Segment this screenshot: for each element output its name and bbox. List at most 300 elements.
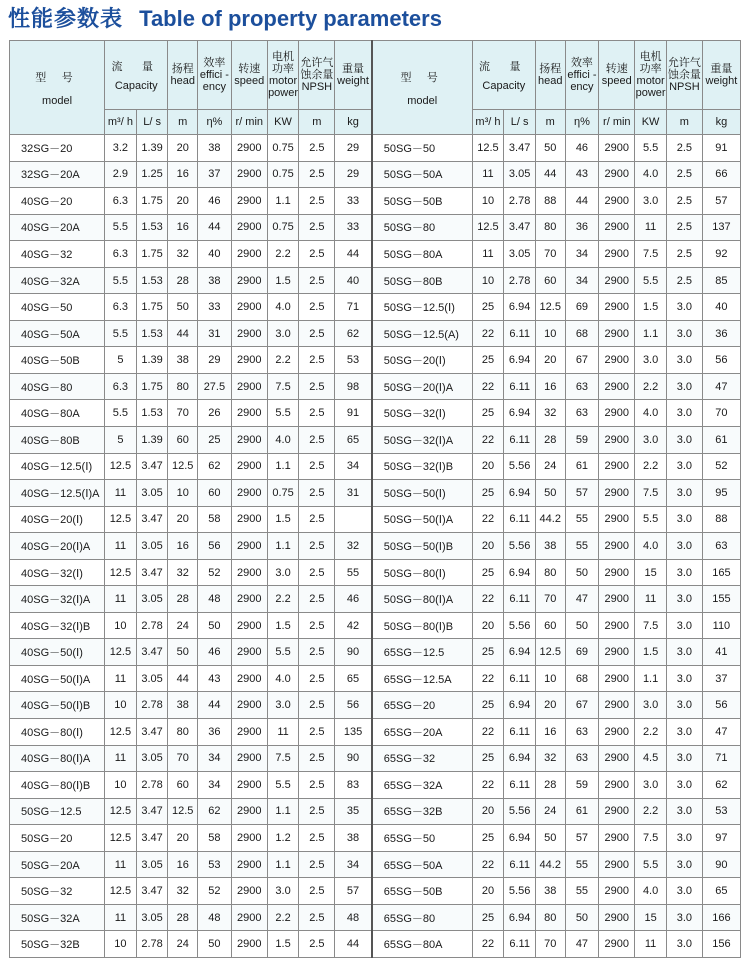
- value-cell: 5.5: [267, 400, 299, 427]
- value-cell: 2900: [599, 798, 635, 825]
- value-cell: 3.0: [666, 294, 702, 321]
- value-cell: 34: [335, 453, 372, 480]
- value-cell: 5.5: [635, 267, 667, 294]
- value-cell: 32: [168, 878, 198, 905]
- model-header: 型 号 model: [10, 41, 105, 135]
- value-cell: 6.11: [504, 851, 536, 878]
- value-cell: 63: [565, 745, 599, 772]
- table-row: [10, 267, 741, 294]
- value-cell: 44: [565, 188, 599, 215]
- model-cell: 40SG－50B: [10, 347, 105, 374]
- table-row: [10, 719, 741, 746]
- value-cell: 2900: [231, 214, 267, 241]
- value-cell: 60: [535, 612, 565, 639]
- value-cell: 2900: [599, 506, 635, 533]
- model-cell: 50SG－50A: [372, 161, 472, 188]
- value-cell: 0.75: [267, 161, 299, 188]
- value-cell: 50: [168, 294, 198, 321]
- value-cell: 11: [635, 931, 667, 958]
- value-cell: 3.0: [635, 692, 667, 719]
- value-cell: 50: [565, 612, 599, 639]
- table-row: [10, 480, 741, 507]
- value-cell: 2900: [231, 241, 267, 268]
- value-cell: 50: [565, 904, 599, 931]
- value-cell: 2.78: [136, 931, 168, 958]
- value-cell: 32: [168, 559, 198, 586]
- value-cell: 28: [168, 586, 198, 613]
- value-cell: 38: [198, 135, 232, 162]
- model-cell: 40SG－80(Ⅰ)A: [10, 745, 105, 772]
- value-cell: 3.47: [136, 453, 168, 480]
- value-cell: 50: [565, 559, 599, 586]
- value-cell: 2.78: [136, 772, 168, 799]
- unit-cell: m: [168, 110, 198, 135]
- value-cell: 3.0: [666, 878, 702, 905]
- table-row: [10, 772, 741, 799]
- value-cell: 16: [535, 373, 565, 400]
- value-cell: 2.78: [136, 612, 168, 639]
- value-cell: 6.11: [504, 320, 536, 347]
- value-cell: 3.47: [136, 719, 168, 746]
- value-cell: 20: [168, 135, 198, 162]
- value-cell: 36: [565, 214, 599, 241]
- value-cell: 3.05: [136, 480, 168, 507]
- value-cell: 4.0: [635, 533, 667, 560]
- value-cell: 1.39: [136, 427, 168, 454]
- value-cell: 32: [535, 745, 565, 772]
- model-cell: 50SG－50B: [372, 188, 472, 215]
- value-cell: 91: [702, 135, 740, 162]
- value-cell: 2900: [599, 533, 635, 560]
- value-cell: 2.5: [299, 480, 335, 507]
- value-cell: 28: [535, 427, 565, 454]
- value-cell: 2.5: [666, 267, 702, 294]
- value-cell: 66: [702, 161, 740, 188]
- head-header: 扬程 head: [535, 41, 565, 110]
- value-cell: 25: [472, 745, 504, 772]
- table-row: [10, 188, 741, 215]
- value-cell: 2.5: [299, 400, 335, 427]
- value-cell: 2.5: [666, 214, 702, 241]
- table-row: [10, 161, 741, 188]
- value-cell: 2.78: [136, 692, 168, 719]
- value-cell: 3.05: [136, 851, 168, 878]
- value-cell: 11: [105, 904, 137, 931]
- value-cell: 20: [535, 692, 565, 719]
- value-cell: 2.5: [299, 612, 335, 639]
- value-cell: 2.2: [267, 347, 299, 374]
- value-cell: 2900: [231, 772, 267, 799]
- value-cell: 2900: [599, 745, 635, 772]
- value-cell: 1.5: [635, 639, 667, 666]
- value-cell: 37: [198, 161, 232, 188]
- value-cell: 55: [565, 506, 599, 533]
- value-cell: 5: [105, 347, 137, 374]
- value-cell: 7.5: [635, 612, 667, 639]
- value-cell: 16: [168, 161, 198, 188]
- model-cell: 40SG－80B: [10, 427, 105, 454]
- value-cell: 65: [702, 878, 740, 905]
- value-cell: 24: [535, 798, 565, 825]
- value-cell: 12.5: [535, 294, 565, 321]
- value-cell: 48: [198, 904, 232, 931]
- value-cell: 2900: [599, 161, 635, 188]
- value-cell: 12.5: [168, 798, 198, 825]
- value-cell: 38: [198, 267, 232, 294]
- value-cell: 25: [472, 400, 504, 427]
- value-cell: 58: [198, 506, 232, 533]
- value-cell: 67: [565, 692, 599, 719]
- value-cell: 2.2: [635, 453, 667, 480]
- value-cell: 2.5: [299, 453, 335, 480]
- table-row: [10, 347, 741, 374]
- value-cell: 2900: [231, 798, 267, 825]
- value-cell: 38: [535, 533, 565, 560]
- model-cell: 40SG－80(Ⅰ): [10, 719, 105, 746]
- value-cell: 3.0: [666, 745, 702, 772]
- value-cell: 29: [335, 135, 372, 162]
- value-cell: 38: [168, 347, 198, 374]
- value-cell: 3.0: [666, 320, 702, 347]
- value-cell: 12.5: [105, 559, 137, 586]
- table-row: [10, 559, 741, 586]
- value-cell: 2.2: [635, 373, 667, 400]
- value-cell: 12.5: [105, 453, 137, 480]
- value-cell: 7.5: [635, 241, 667, 268]
- value-cell: 5.5: [267, 772, 299, 799]
- value-cell: 69: [565, 294, 599, 321]
- value-cell: 3.47: [504, 214, 536, 241]
- value-cell: 4.0: [635, 878, 667, 905]
- table-row: [10, 586, 741, 613]
- value-cell: 4.0: [635, 161, 667, 188]
- value-cell: 2.5: [299, 161, 335, 188]
- value-cell: 61: [565, 798, 599, 825]
- model-cell: 50SG－80(Ⅰ)B: [372, 612, 472, 639]
- value-cell: 2.5: [299, 506, 335, 533]
- value-cell: 68: [565, 665, 599, 692]
- value-cell: 2900: [599, 453, 635, 480]
- value-cell: 40: [335, 267, 372, 294]
- value-cell: 5.56: [504, 798, 536, 825]
- unit-cell: L/ s: [504, 110, 536, 135]
- value-cell: 2.5: [299, 719, 335, 746]
- value-cell: 22: [472, 586, 504, 613]
- model-cell: 65SG－20A: [372, 719, 472, 746]
- value-cell: 3.0: [666, 586, 702, 613]
- value-cell: 24: [168, 931, 198, 958]
- value-cell: 3.0: [666, 904, 702, 931]
- value-cell: 2900: [231, 719, 267, 746]
- value-cell: 47: [702, 719, 740, 746]
- property-parameters-table: [9, 40, 741, 958]
- value-cell: 1.1: [267, 453, 299, 480]
- value-cell: 2.5: [666, 135, 702, 162]
- value-cell: 11: [105, 480, 137, 507]
- unit-cell: m: [299, 110, 335, 135]
- model-cell: 50SG－50(Ⅰ)B: [372, 533, 472, 560]
- value-cell: 0.75: [267, 135, 299, 162]
- value-cell: 2.5: [299, 347, 335, 374]
- npsh-header: 允许气蚀余量 NPSH: [299, 41, 335, 110]
- value-cell: 38: [168, 692, 198, 719]
- value-cell: 26: [198, 400, 232, 427]
- value-cell: 67: [565, 347, 599, 374]
- value-cell: 27.5: [198, 373, 232, 400]
- value-cell: 32: [168, 241, 198, 268]
- value-cell: 46: [565, 135, 599, 162]
- value-cell: 2900: [231, 665, 267, 692]
- value-cell: 3.0: [666, 851, 702, 878]
- value-cell: 2.5: [299, 825, 335, 852]
- value-cell: 50: [535, 825, 565, 852]
- value-cell: 6.3: [105, 188, 137, 215]
- value-cell: 2900: [231, 267, 267, 294]
- value-cell: 20: [168, 188, 198, 215]
- value-cell: 44: [198, 692, 232, 719]
- value-cell: 57: [702, 188, 740, 215]
- value-cell: 5.5: [267, 639, 299, 666]
- value-cell: 34: [565, 267, 599, 294]
- model-cell: 50SG－32: [10, 878, 105, 905]
- value-cell: 6.94: [504, 639, 536, 666]
- value-cell: 22: [472, 427, 504, 454]
- value-cell: 32: [335, 533, 372, 560]
- value-cell: 25: [472, 480, 504, 507]
- value-cell: 3.0: [666, 506, 702, 533]
- value-cell: 15: [635, 904, 667, 931]
- value-cell: 47: [565, 931, 599, 958]
- value-cell: 12.5: [105, 719, 137, 746]
- model-cell: 50SG－80(Ⅰ): [372, 559, 472, 586]
- value-cell: 2.5: [299, 427, 335, 454]
- value-cell: 6.94: [504, 400, 536, 427]
- value-cell: 2900: [231, 427, 267, 454]
- value-cell: 3.0: [666, 772, 702, 799]
- value-cell: 16: [168, 533, 198, 560]
- value-cell: 6.11: [504, 586, 536, 613]
- value-cell: 2.5: [299, 931, 335, 958]
- value-cell: 70: [535, 586, 565, 613]
- model-cell: 50SG－20: [10, 825, 105, 852]
- npsh-header: 允许气蚀余量 NPSH: [666, 41, 702, 110]
- value-cell: 2900: [231, 135, 267, 162]
- value-cell: 91: [335, 400, 372, 427]
- value-cell: 5.5: [635, 851, 667, 878]
- value-cell: 2.5: [299, 692, 335, 719]
- value-cell: 2900: [599, 931, 635, 958]
- value-cell: 25: [472, 559, 504, 586]
- value-cell: 4.0: [635, 400, 667, 427]
- model-cell: 40SG－20(Ⅰ)A: [10, 533, 105, 560]
- value-cell: 135: [335, 719, 372, 746]
- value-cell: 3.0: [267, 878, 299, 905]
- value-cell: 55: [565, 851, 599, 878]
- speed-header: 转速 speed: [231, 41, 267, 110]
- value-cell: 55: [565, 878, 599, 905]
- value-cell: 5.5: [105, 320, 137, 347]
- model-cell: 65SG－50B: [372, 878, 472, 905]
- value-cell: 1.39: [136, 347, 168, 374]
- value-cell: 1.39: [136, 135, 168, 162]
- model-cell: 40SG－50(Ⅰ): [10, 639, 105, 666]
- table-body: [10, 135, 741, 958]
- title-english: Table of property parameters: [139, 6, 442, 31]
- value-cell: 20: [535, 347, 565, 374]
- value-cell: 2.5: [299, 294, 335, 321]
- table-row: [10, 851, 741, 878]
- value-cell: 3.0: [267, 559, 299, 586]
- table-row: [10, 214, 741, 241]
- value-cell: 2.2: [267, 241, 299, 268]
- value-cell: 10: [168, 480, 198, 507]
- value-cell: 2900: [599, 188, 635, 215]
- model-cell: 50SG－20A: [10, 851, 105, 878]
- value-cell: 1.5: [267, 267, 299, 294]
- value-cell: 53: [198, 851, 232, 878]
- value-cell: 2900: [599, 373, 635, 400]
- value-cell: 70: [535, 931, 565, 958]
- value-cell: 63: [702, 533, 740, 560]
- value-cell: 5.56: [504, 533, 536, 560]
- value-cell: 3.0: [635, 188, 667, 215]
- value-cell: 3.0: [666, 931, 702, 958]
- value-cell: 3.0: [666, 798, 702, 825]
- value-cell: 33: [198, 294, 232, 321]
- value-cell: 2900: [599, 851, 635, 878]
- value-cell: 2900: [599, 320, 635, 347]
- value-cell: 2900: [599, 427, 635, 454]
- value-cell: 2900: [599, 692, 635, 719]
- value-cell: 2900: [599, 267, 635, 294]
- value-cell: 2900: [599, 639, 635, 666]
- value-cell: 2.5: [299, 745, 335, 772]
- value-cell: 7.5: [267, 373, 299, 400]
- value-cell: 1.1: [267, 851, 299, 878]
- value-cell: 5.56: [504, 453, 536, 480]
- value-cell: 10: [472, 188, 504, 215]
- value-cell: 2.2: [267, 586, 299, 613]
- model-cell: 50SG－32(Ⅰ)B: [372, 453, 472, 480]
- value-cell: 3.0: [666, 427, 702, 454]
- model-cell: 40SG－80A: [10, 400, 105, 427]
- value-cell: 3.0: [666, 480, 702, 507]
- value-cell: 6.11: [504, 931, 536, 958]
- value-cell: 47: [565, 586, 599, 613]
- value-cell: 60: [168, 772, 198, 799]
- efficiency-header: 效率 effici - ency: [565, 41, 599, 110]
- value-cell: 46: [198, 639, 232, 666]
- value-cell: 3.0: [666, 639, 702, 666]
- value-cell: 2900: [231, 347, 267, 374]
- model-cell: 65SG－80A: [372, 931, 472, 958]
- value-cell: 88: [702, 506, 740, 533]
- value-cell: 2.5: [666, 241, 702, 268]
- value-cell: 2900: [231, 586, 267, 613]
- value-cell: 44: [168, 320, 198, 347]
- value-cell: 70: [702, 400, 740, 427]
- value-cell: 2900: [599, 612, 635, 639]
- value-cell: 43: [198, 665, 232, 692]
- value-cell: 1.2: [267, 825, 299, 852]
- value-cell: 62: [198, 453, 232, 480]
- value-cell: 2.5: [299, 878, 335, 905]
- value-cell: 52: [198, 878, 232, 905]
- model-cell: 32SG－20: [10, 135, 105, 162]
- value-cell: 2900: [231, 400, 267, 427]
- unit-cell: η%: [565, 110, 599, 135]
- unit-cell: kg: [702, 110, 740, 135]
- value-cell: 22: [472, 506, 504, 533]
- value-cell: 10: [105, 692, 137, 719]
- value-cell: 25: [472, 904, 504, 931]
- value-cell: 71: [702, 745, 740, 772]
- value-cell: 2900: [231, 692, 267, 719]
- value-cell: 59: [565, 772, 599, 799]
- value-cell: 2.9: [105, 161, 137, 188]
- table-row: [10, 373, 741, 400]
- value-cell: 2900: [231, 931, 267, 958]
- value-cell: 2900: [599, 135, 635, 162]
- value-cell: [335, 506, 372, 533]
- value-cell: 71: [335, 294, 372, 321]
- value-cell: 20: [472, 612, 504, 639]
- model-cell: 50SG－12.5(Ⅰ): [372, 294, 472, 321]
- value-cell: 12.5: [105, 639, 137, 666]
- value-cell: 11: [635, 214, 667, 241]
- value-cell: 2.5: [299, 214, 335, 241]
- value-cell: 2.5: [666, 161, 702, 188]
- value-cell: 2900: [231, 373, 267, 400]
- value-cell: 47: [702, 373, 740, 400]
- model-cell: 40SG－20A: [10, 214, 105, 241]
- value-cell: 3.05: [136, 904, 168, 931]
- value-cell: 110: [702, 612, 740, 639]
- value-cell: 2.5: [666, 188, 702, 215]
- value-cell: 3.47: [136, 506, 168, 533]
- value-cell: 3.47: [136, 798, 168, 825]
- value-cell: 53: [702, 798, 740, 825]
- table-row: [10, 294, 741, 321]
- model-cell: 65SG－32A: [372, 772, 472, 799]
- value-cell: 5: [105, 427, 137, 454]
- value-cell: 31: [198, 320, 232, 347]
- value-cell: 2.2: [267, 904, 299, 931]
- value-cell: 22: [472, 719, 504, 746]
- value-cell: 2.5: [299, 267, 335, 294]
- value-cell: 80: [535, 559, 565, 586]
- value-cell: 2.5: [299, 241, 335, 268]
- value-cell: 25: [472, 692, 504, 719]
- model-cell: 40SG－50(Ⅰ)A: [10, 665, 105, 692]
- table-row: [10, 400, 741, 427]
- value-cell: 2900: [599, 294, 635, 321]
- value-cell: 63: [565, 373, 599, 400]
- value-cell: 20: [168, 825, 198, 852]
- value-cell: 3.0: [635, 427, 667, 454]
- value-cell: 41: [702, 639, 740, 666]
- value-cell: 2900: [231, 294, 267, 321]
- value-cell: 63: [565, 719, 599, 746]
- value-cell: 3.05: [504, 161, 536, 188]
- value-cell: 5.5: [105, 400, 137, 427]
- value-cell: 7.5: [267, 745, 299, 772]
- model-cell: 50SG－12.5(A): [372, 320, 472, 347]
- value-cell: 28: [535, 772, 565, 799]
- value-cell: 2900: [231, 639, 267, 666]
- model-cell: 40SG－20: [10, 188, 105, 215]
- value-cell: 2900: [599, 825, 635, 852]
